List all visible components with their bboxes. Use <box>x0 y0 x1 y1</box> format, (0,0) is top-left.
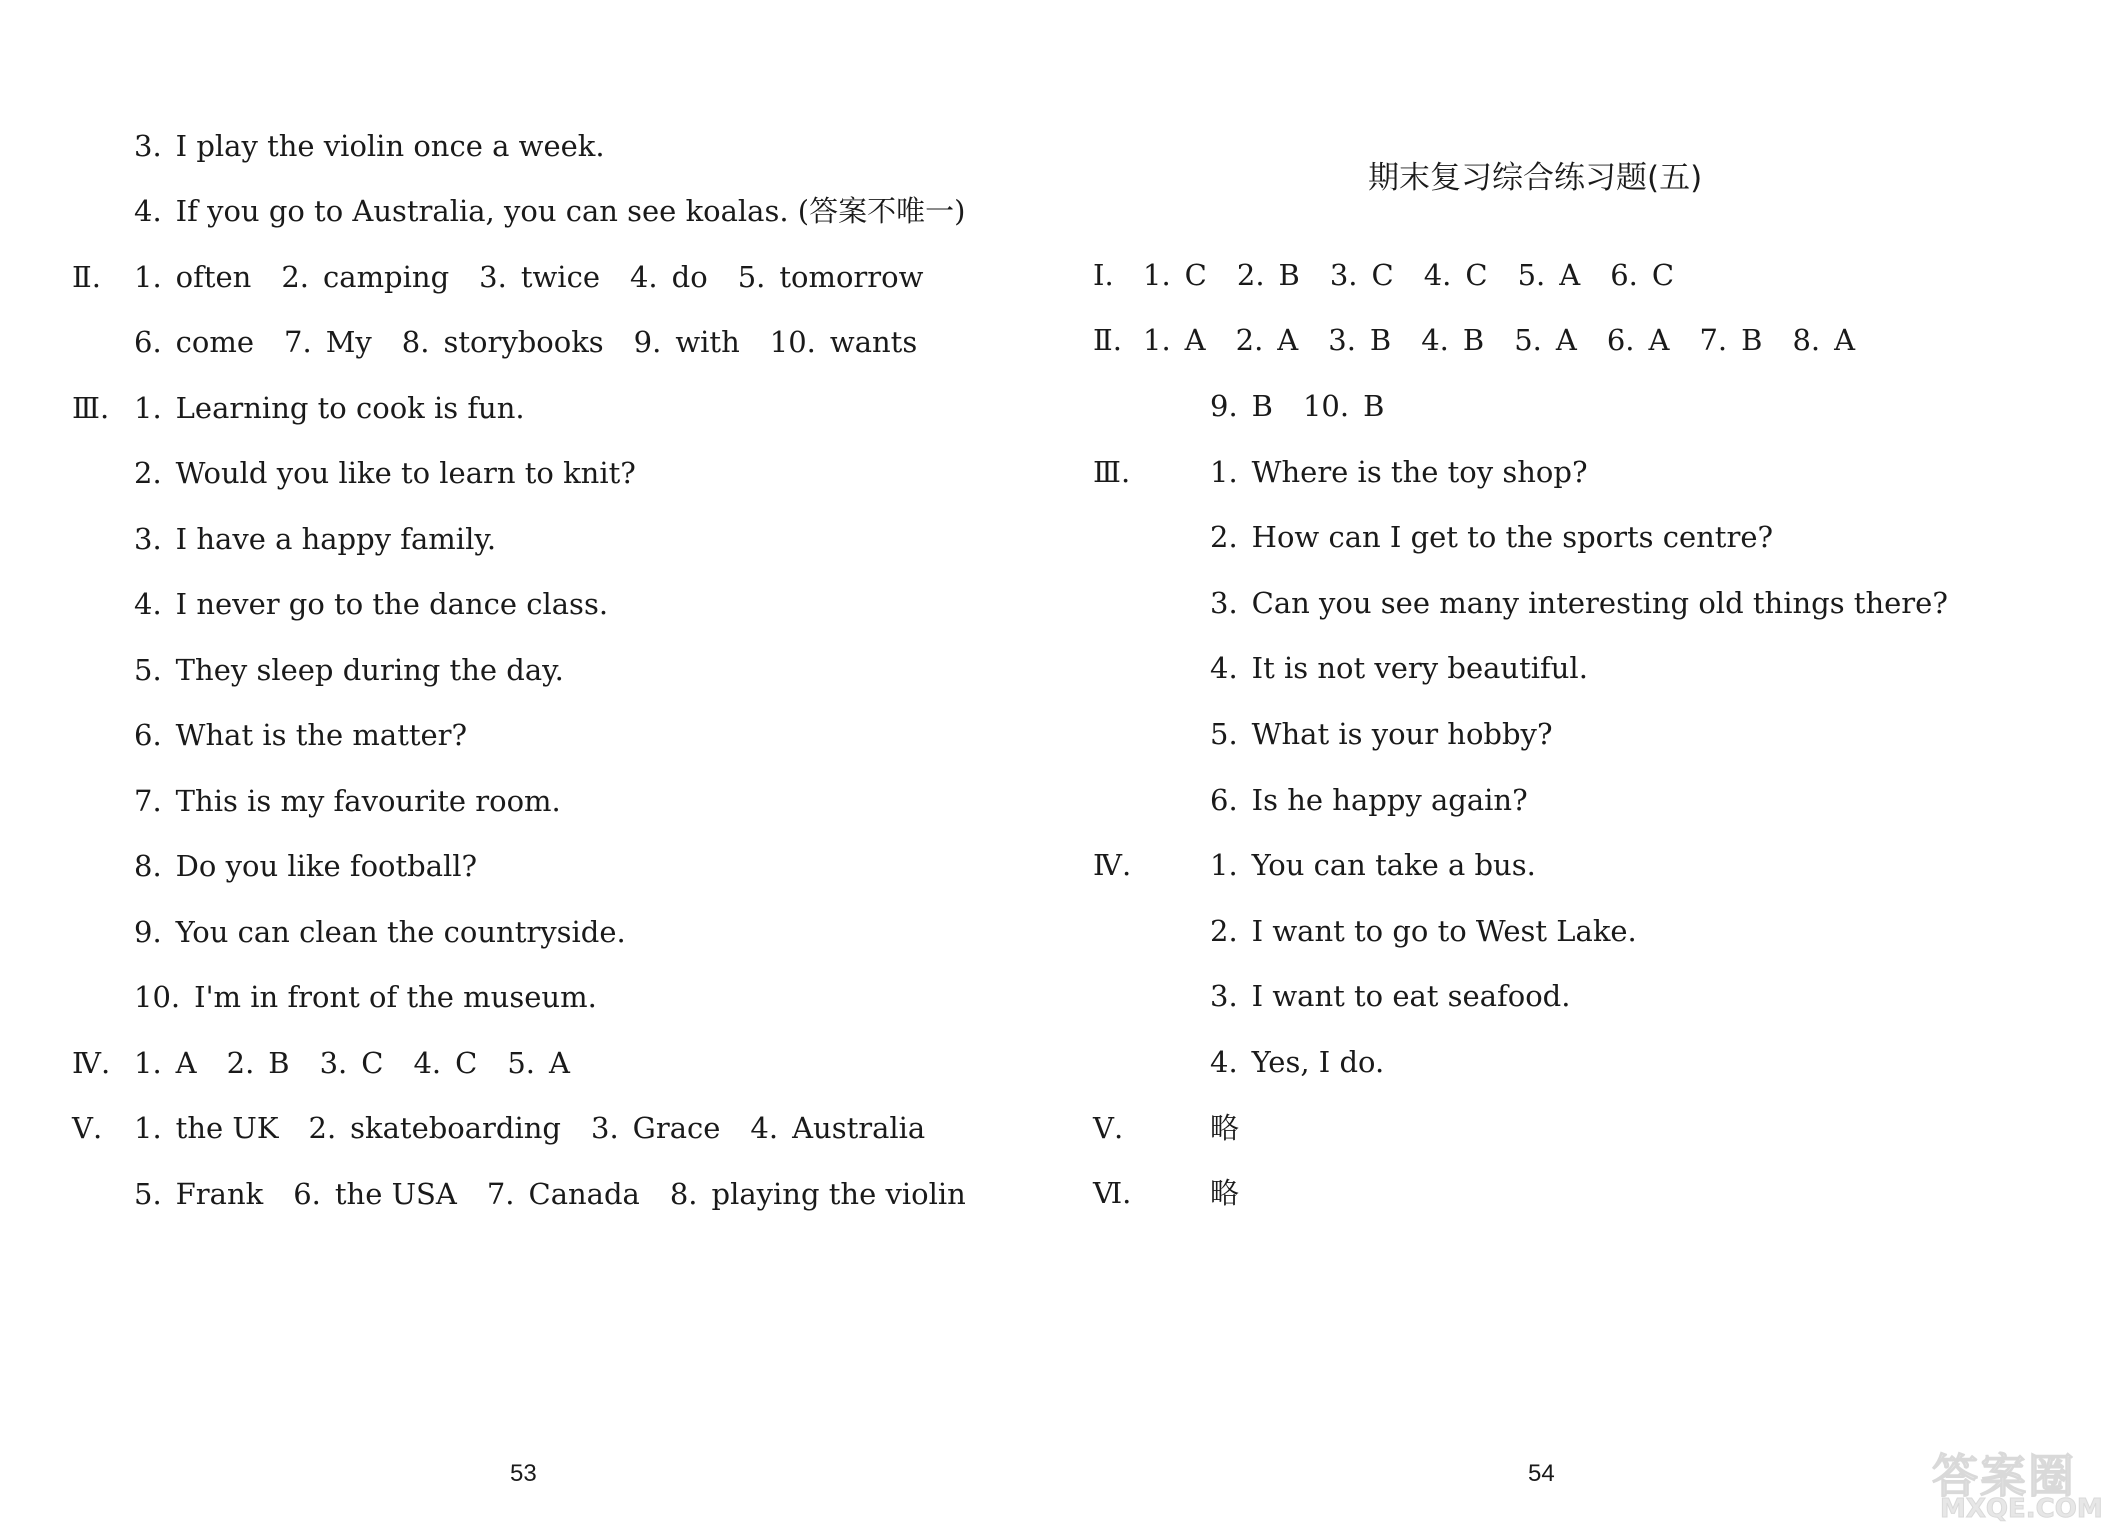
answer-item: 2. <box>1210 914 1238 948</box>
section-numeral: Ⅵ. <box>1093 1176 1132 1210</box>
answer-item: 1. <box>1210 455 1238 489</box>
answer-item: 3. <box>591 1111 619 1145</box>
page-number-right: 54 <box>1528 1460 1555 1487</box>
page-number-left: 53 <box>510 1460 537 1487</box>
answer-item: C <box>1651 258 1675 292</box>
answer-item: with <box>675 325 740 359</box>
answer-item: come <box>175 325 255 359</box>
answer-item: I want to eat seafood. <box>1251 979 1571 1013</box>
answer-item: 1. <box>134 260 162 294</box>
answer-item: 3. <box>1329 258 1358 292</box>
answer-item: B <box>1278 258 1300 292</box>
answer-item: 7. <box>486 1177 515 1211</box>
answer-item: A <box>1277 323 1299 357</box>
answer-item: C <box>1184 258 1207 292</box>
answer-item: My <box>325 325 372 359</box>
answer-item: twice <box>520 260 600 294</box>
answer-item: What is your hobby? <box>1251 717 1553 751</box>
answer-item: 6. <box>134 325 162 359</box>
answer-item: 7. <box>134 784 162 818</box>
section-numeral: Ⅴ. <box>1093 1111 1124 1145</box>
answer-item: 5. <box>507 1046 536 1080</box>
answer-item: B <box>268 1046 290 1080</box>
answer-item: B <box>1363 389 1385 423</box>
answer-item: 9. <box>633 325 662 359</box>
answer-item: 2. <box>1236 258 1265 292</box>
answer-item: 5. <box>737 260 766 294</box>
answer-item: I'm in front of the museum. <box>194 980 597 1014</box>
answer-item: A <box>1834 323 1856 357</box>
answer-item: This is my favourite room. <box>175 784 561 818</box>
section-numeral: Ⅱ. <box>72 260 101 294</box>
answer-item: 6. <box>1610 258 1638 292</box>
answer-item: often <box>175 260 252 294</box>
section-numeral: Ⅱ. <box>1093 323 1122 357</box>
answer-item: do <box>671 260 708 294</box>
section-numeral: Ⅳ. <box>1093 848 1132 882</box>
answer-item: What is the matter? <box>175 718 468 752</box>
answer-item: 1. <box>1210 848 1238 882</box>
section-numeral: Ⅲ. <box>1093 455 1131 489</box>
answer-item: 2. <box>281 260 310 294</box>
answer-item: 4. <box>629 260 658 294</box>
answer-item: If you go to Australia, you can see koalas. (答案不唯一) <box>175 194 966 228</box>
answer-item: the USA <box>334 1177 457 1211</box>
section-numeral: Ⅲ. <box>72 391 110 425</box>
answer-item: tomorrow <box>779 260 924 294</box>
answer-item: camping <box>323 260 450 294</box>
answer-item: 7. <box>1699 323 1728 357</box>
answer-item: I want to go to West Lake. <box>1251 914 1637 948</box>
answer-item: 5. <box>134 653 162 687</box>
answer-item: 1. <box>134 1046 162 1080</box>
answer-item: How can I get to the sports centre? <box>1251 520 1774 554</box>
answer-item: B <box>1251 389 1273 423</box>
answer-item: 4. <box>1210 651 1238 685</box>
answer-item: I have a happy family. <box>175 522 497 556</box>
answer-item: 1. <box>1143 258 1171 292</box>
answer-item: 8. <box>1792 323 1821 357</box>
section-numeral: Ⅰ. <box>1093 258 1114 292</box>
answer-item: 3. <box>134 129 162 163</box>
answer-item: 4. <box>134 194 162 228</box>
answer-item: C <box>1465 258 1488 292</box>
answer-item: Learning to cook is fun. <box>175 391 525 425</box>
answer-item: 1. <box>1143 323 1171 357</box>
answer-item: 10. <box>134 980 181 1014</box>
answer-item: storybooks <box>443 325 604 359</box>
answer-item: 1. <box>134 1111 162 1145</box>
answer-item: Where is the toy shop? <box>1251 455 1588 489</box>
answer-item: 略 <box>1210 1176 1240 1210</box>
answer-item: Canada <box>528 1177 640 1211</box>
answer-item: You can take a bus. <box>1251 848 1536 882</box>
answer-item: 3. <box>1210 979 1238 1013</box>
answer-item: 7. <box>284 325 312 359</box>
answer-item: 2. <box>226 1046 255 1080</box>
answer-item: 9. <box>1210 389 1238 423</box>
answer-item: I never go to the dance class. <box>175 587 609 621</box>
answer-item: 6. <box>293 1177 321 1211</box>
answer-item: 1. <box>134 391 162 425</box>
answer-item: Do you like football? <box>175 849 478 883</box>
answer-item: Yes, I do. <box>1251 1045 1385 1079</box>
answer-item: You can clean the countryside. <box>175 915 626 949</box>
answer-item: A <box>1555 323 1577 357</box>
answer-item: 3. <box>134 522 162 556</box>
answer-item: A <box>1559 258 1581 292</box>
answer-item: Can you see many interesting old things there? <box>1251 586 1948 620</box>
answer-item: Australia <box>792 1111 926 1145</box>
answer-item: 8. <box>401 325 430 359</box>
answer-item: 4. <box>1423 258 1452 292</box>
answer-item: 8. <box>669 1177 698 1211</box>
answer-item: A <box>549 1046 570 1080</box>
answer-item: 2. <box>1210 520 1238 554</box>
answer-item: 6. <box>1606 323 1635 357</box>
answer-item: 略 <box>1210 1111 1240 1145</box>
answer-item: 8. <box>134 849 162 883</box>
answer-item: 3. <box>1328 323 1356 357</box>
answer-item: wants <box>829 325 918 359</box>
answer-item: B <box>1741 323 1763 357</box>
answer-item: They sleep during the day. <box>175 653 564 687</box>
answer-item: 3. <box>479 260 507 294</box>
answer-item: skateboarding <box>350 1111 561 1145</box>
answer-item: 5. <box>1517 258 1546 292</box>
answer-item: B <box>1462 323 1485 357</box>
answer-item: 4. <box>413 1046 442 1080</box>
answer-item: A <box>1648 323 1670 357</box>
answer-item: C <box>1371 258 1394 292</box>
answer-item: 6. <box>134 718 162 752</box>
section-numeral: Ⅳ. <box>72 1046 111 1080</box>
answer-item: 2. <box>134 456 162 490</box>
answer-item: B <box>1369 323 1392 357</box>
answer-item: 10. <box>1302 389 1350 423</box>
watermark-text: 答案圈 <box>1932 1449 2076 1503</box>
answer-item: 3. <box>319 1046 348 1080</box>
answer-item: 2. <box>1235 323 1264 357</box>
watermark-logo <box>1932 1440 2122 1530</box>
answer-item: I play the violin once a week. <box>175 129 605 163</box>
answer-item: 3. <box>1210 586 1238 620</box>
answer-item: Would you like to learn to knit? <box>175 456 636 490</box>
answer-item: C <box>455 1046 478 1080</box>
section-numeral: Ⅴ. <box>72 1111 103 1145</box>
answer-item: 4. <box>1421 323 1449 357</box>
answer-item: Grace <box>632 1111 721 1145</box>
answer-item: C <box>361 1046 384 1080</box>
answer-item: 10. <box>769 325 816 359</box>
answer-item: 2. <box>308 1111 337 1145</box>
answer-item: 4. <box>134 587 162 621</box>
answer-item: Frank <box>175 1177 264 1211</box>
answer-item: 5. <box>1210 717 1238 751</box>
answer-item: A <box>175 1046 197 1080</box>
answer-item: 5. <box>134 1177 162 1211</box>
answer-item: It is not very beautiful. <box>1251 651 1588 685</box>
watermark-url: MXQE.COM <box>1940 1494 2103 1524</box>
answer-item: 9. <box>134 915 162 949</box>
answer-item: playing the violin <box>711 1177 966 1211</box>
answer-item: Is he happy again? <box>1251 783 1528 817</box>
answer-item: 4. <box>750 1111 779 1145</box>
answer-item: A <box>1184 323 1206 357</box>
answer-item: 6. <box>1210 783 1238 817</box>
answer-item: 4. <box>1210 1045 1238 1079</box>
section-title: 期末复习综合练习题(五) <box>1368 160 1703 196</box>
right-page <box>1063 0 2126 1536</box>
answer-item: the UK <box>175 1111 279 1145</box>
answer-item: 5. <box>1514 323 1542 357</box>
